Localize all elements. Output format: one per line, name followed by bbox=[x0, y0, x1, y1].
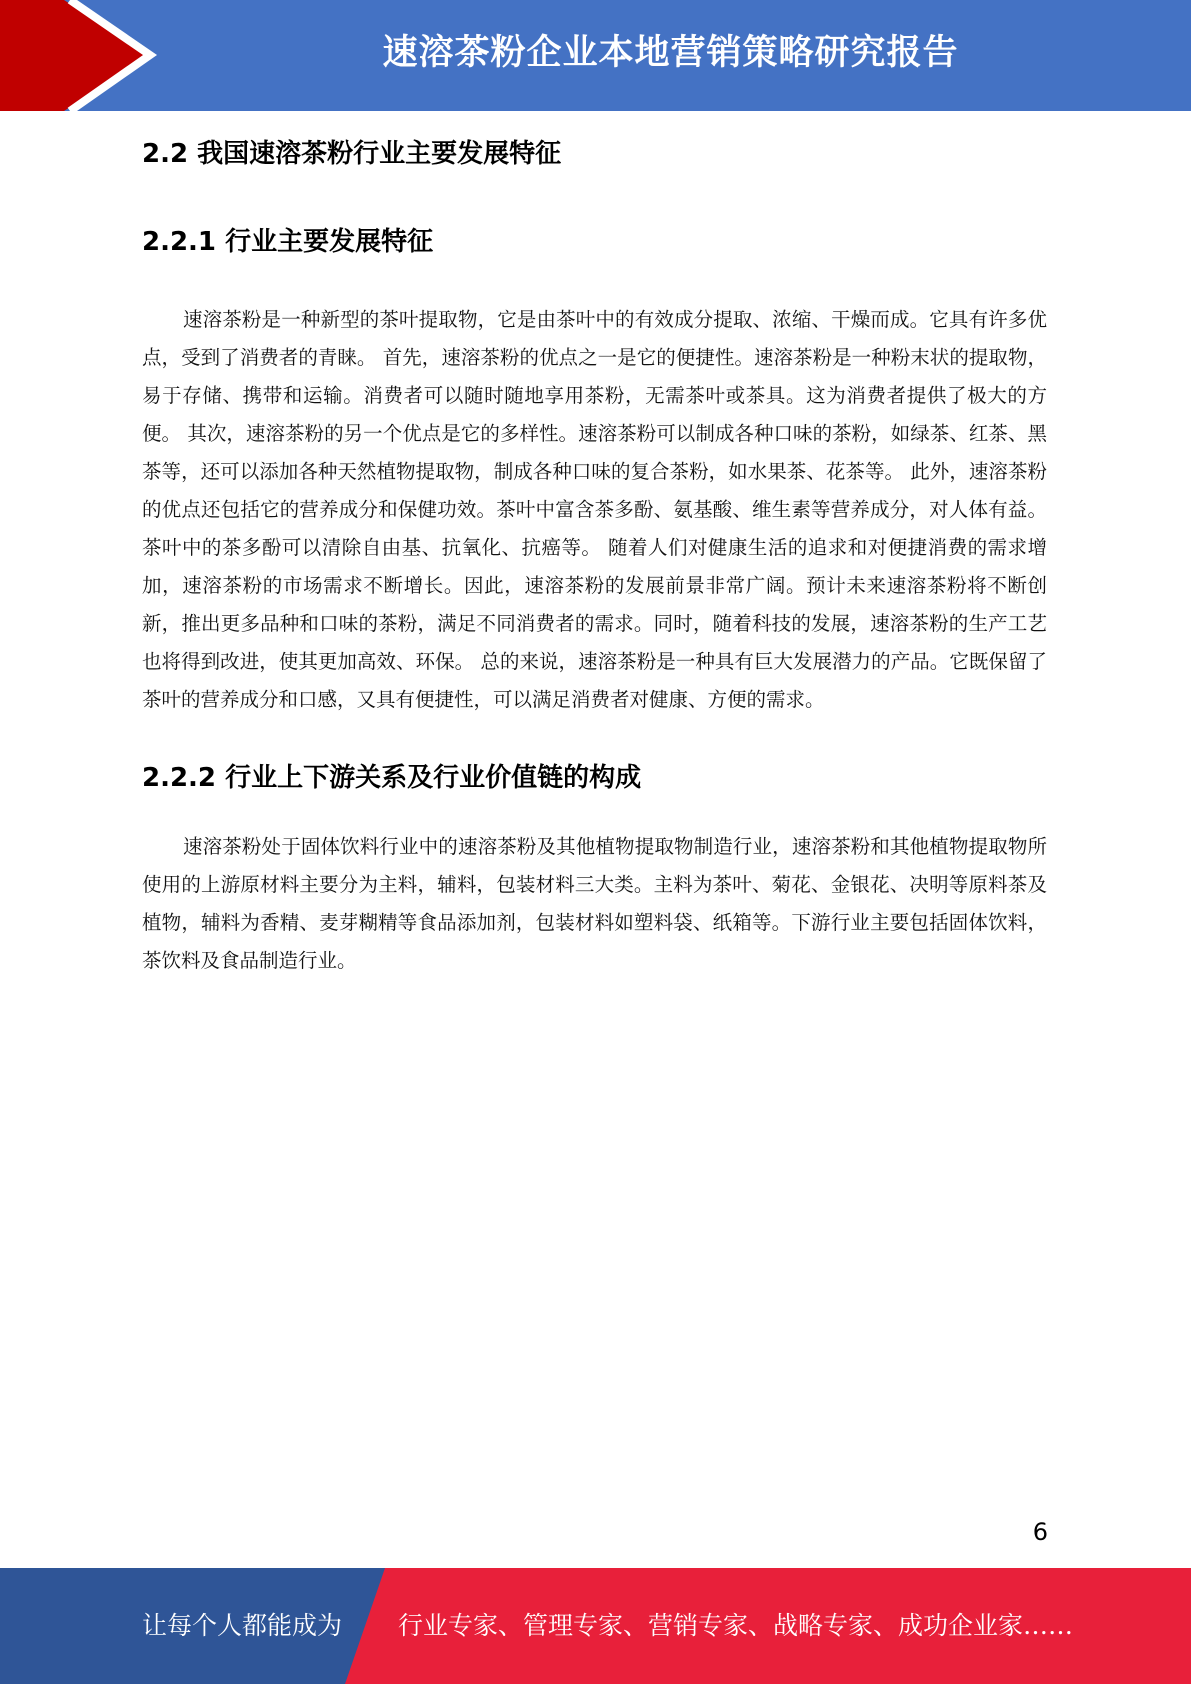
paragraph-2-2-2: 速溶茶粉处于固体饮料行业中的速溶茶粉及其他植物提取物制造行业，速溶茶粉和其他植物提取物所使用的上游原材料主要分为主料，辅料，包装材料三大类。主料为茶叶、菊花、金银花、决明等原料茶及植物，辅料为香精、麦芽糊精等食品添加剂，包装材料如塑料袋、纸箱等。下游行业主要包括固体饮料，茶饮料及食品制造行业。 bbox=[142, 835, 1047, 972]
footer-slogan-right: 行业专家、管理专家、营销专家、战略专家、成功企业家…… bbox=[398, 1611, 1074, 1640]
section-heading-2-2-1: 2.2.1 行业主要发展特征 bbox=[142, 227, 434, 257]
page-header bbox=[0, 0, 1191, 111]
section-heading-2-2-2: 2.2.2 行业上下游关系及行业价值链的构成 bbox=[142, 763, 642, 793]
page-footer bbox=[0, 1568, 1191, 1684]
paragraph-2-2-1: 速溶茶粉是一种新型的茶叶提取物，它是由茶叶中的有效成分提取、浓缩、干燥而成。它具有许多优点，受到了消费者的青睐。 首先，速溶茶粉的优点之一是它的便捷性。速溶茶粉是一种粉末状的提取物，易于存储、携带和运输。消费者可以随时随地享用茶粉，无需茶叶或茶具。这为消费者提供了极大的方便。 其次，速溶茶粉的另一个优点是它的多样性。速溶茶粉可以制成各种口味的茶粉，如绿茶、红茶、黑茶等，还可以添加各种天然植物提取物，制成各种口味的复合茶粉，如水果茶、花茶等。 此外，速溶茶粉的优点还包括它的营养成分和保健功效。茶叶中富含茶多酚、氨基酸、维生素等营养成分，对人体有益。茶叶中的茶多酚可以清除自由基、抗氧化、抗癌等。 随着人们对健康生活的追求和对便捷消费的需求增加，速溶茶粉的市场需求不断增长。因此，速溶茶粉的发展前景非常广阔。预计未来速溶茶粉将不断创新，推出更多品种和口味的茶粉，满足不同消费者的需求。同时，随着科技的发展，速溶茶粉的生产工艺也将得到改进，使其更加高效、环保。 总的来说，速溶茶粉是一种具有巨大发展潜力的产品。它既保留了茶叶的营养成分和口感，又具有便捷性，可以满足消费者对健康、方便的需求。 bbox=[142, 308, 1047, 711]
page-number: 6 bbox=[1032, 1518, 1048, 1546]
header-chevron-icon bbox=[0, 0, 160, 111]
footer-slogan-left: 让每个人都能成为 bbox=[142, 1611, 343, 1640]
report-title: 速溶茶粉企业本地营销策略研究报告 bbox=[382, 33, 959, 73]
section-heading-2-2: 2.2 我国速溶茶粉行业主要发展特征 bbox=[142, 139, 562, 169]
